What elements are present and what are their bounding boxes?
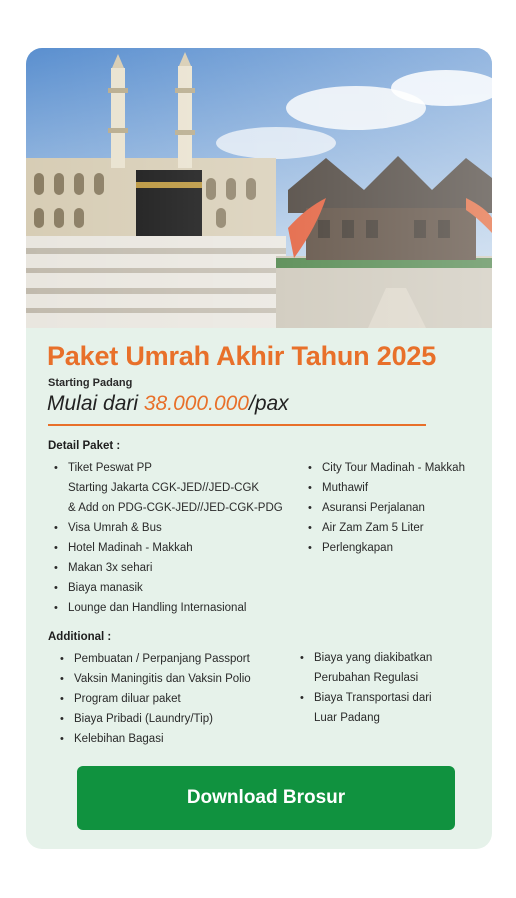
list-item [48,478,283,498]
bullet-icon: • [60,693,64,705]
list-item [54,729,251,749]
list-item [294,648,432,668]
list-item [48,458,283,478]
bullet-icon: • [308,482,312,494]
list-item [48,498,283,518]
list-item [294,668,432,688]
list-item [302,498,465,518]
price-suffix: /pax [248,392,289,415]
list-item [54,709,251,729]
list-item [302,518,465,538]
price-prefix: Mulai dari [47,392,144,415]
detail-label: Detail Paket : [48,440,121,452]
bullet-icon: • [308,462,312,474]
list-item-text: Lounge dan Handling Internasional [68,602,247,614]
list-item [48,518,283,538]
list-item-text: Program diluar paket [74,693,181,705]
list-item [54,689,251,709]
list-item-text: Visa Umrah & Bus [68,522,162,534]
starting-city: Starting Padang [48,377,133,389]
list-item-text: Hotel Madinah - Makkah [68,542,193,554]
price-line [47,392,289,416]
list-item-text: Starting Jakarta CGK-JED//JED-CGK [68,482,260,494]
package-title: Paket Umrah Akhir Tahun 2025 [47,341,437,371]
list-item-text: & Add on PDG-CGK-JED//JED-CGK-PDG [68,502,283,514]
bullet-icon: • [54,562,58,574]
detail-list-right [302,458,465,558]
additional-list-left [54,649,251,749]
list-item-text: Makan 3x sehari [68,562,153,574]
bullet-icon: • [308,542,312,554]
bullet-icon: • [54,542,58,554]
list-item [48,538,283,558]
price-amount: 38.000.000 [143,392,249,415]
list-item [302,478,465,498]
list-item-text: Tiket Peswat PP [68,462,152,474]
list-item-text: Biaya yang diakibatkan [314,652,433,664]
additional-list-right [294,648,432,728]
list-item-text: Muthawif [322,482,369,494]
list-item-text: Kelebihan Bagasi [74,733,164,745]
hero-illustration [26,48,492,328]
list-item-text: City Tour Madinah - Makkah [322,462,465,474]
bullet-icon: • [60,673,64,685]
detail-list-left [48,458,283,618]
additional-label: Additional : [48,631,112,643]
list-item-text: Pembuatan / Perpanjang Passport [74,653,250,665]
list-item-text: Asuransi Perjalanan [322,502,425,514]
list-item-text: Perlengkapan [322,542,393,554]
list-item [48,578,283,598]
hero-image [26,48,492,328]
bullet-icon: • [54,522,58,534]
package-card [26,48,492,849]
bullet-icon: • [60,653,64,665]
list-item [302,538,465,558]
bullet-icon: • [300,692,304,704]
list-item-text: Biaya manasik [68,582,143,594]
bullet-icon: • [54,602,58,614]
bullet-icon: • [300,652,304,664]
bullet-icon: • [308,502,312,514]
bullet-icon: • [54,582,58,594]
bullet-icon: • [308,522,312,534]
list-item-text: Biaya Transportasi dari [314,692,432,704]
list-item-text: Luar Padang [314,712,380,724]
list-item-text: Biaya Pribadi (Laundry/Tip) [74,713,213,725]
list-item-text: Perubahan Regulasi [314,672,419,684]
bullet-icon: • [60,733,64,745]
list-item [48,598,283,618]
bullet-icon: • [54,462,58,474]
list-item [48,558,283,578]
list-item [54,649,251,669]
price-underline [48,424,426,426]
list-item [294,708,432,728]
list-item [302,458,465,478]
download-brochure-button[interactable]: Download Brosur [77,766,455,830]
list-item [294,688,432,708]
list-item-text: Air Zam Zam 5 Liter [322,522,424,534]
list-item [54,669,251,689]
list-item-text: Vaksin Maningitis dan Vaksin Polio [74,673,251,685]
bullet-icon: • [60,713,64,725]
